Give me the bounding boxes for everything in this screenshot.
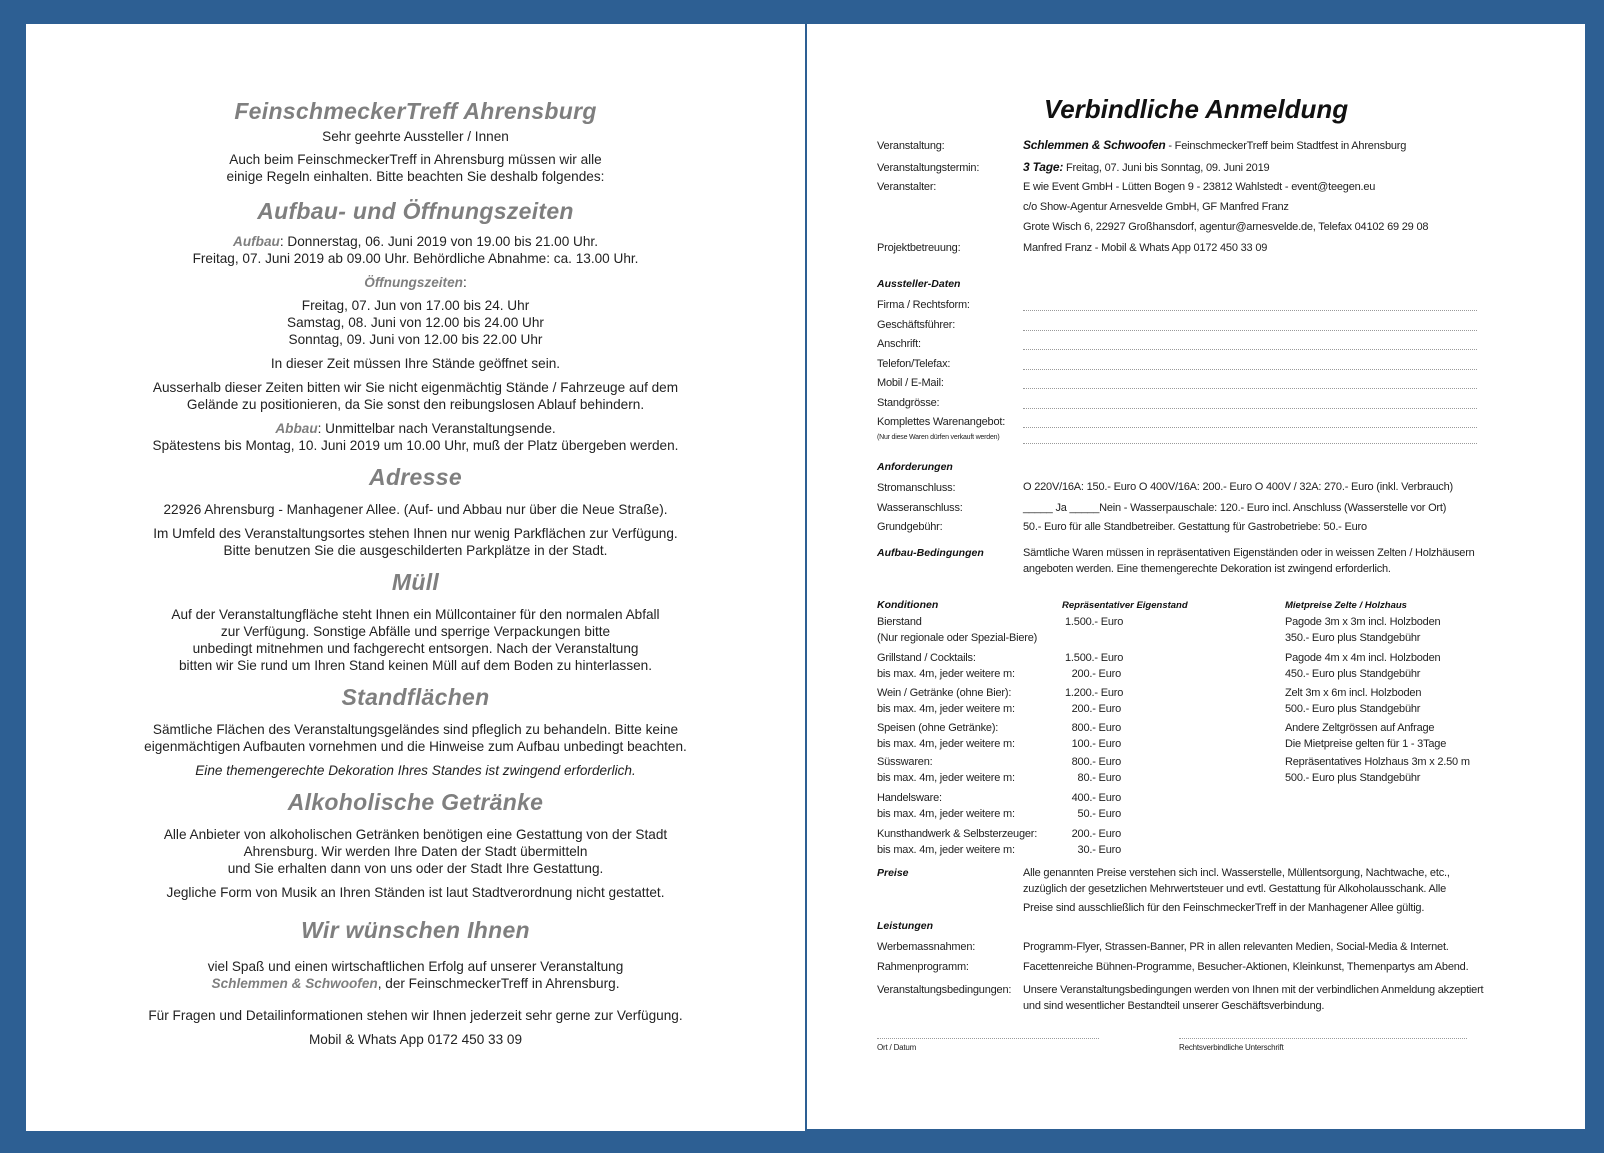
greeting: Sehr geehrte Aussteller / Innen [322, 129, 509, 144]
aufbau-label: Aufbau [233, 234, 280, 249]
unterschrift-label: Rechtsverbindliche Unterschrift [1179, 1043, 1284, 1052]
alk-line-3: und Sie erhalten dann von uns oder der Stadt Ihre Gestattung. [227, 861, 604, 876]
kond-price: 800.- Euro [1071, 756, 1121, 768]
kond-price-sub: 200.- Euro [1071, 668, 1121, 680]
veranstalter-label: Veranstalter: [877, 181, 937, 193]
left-page [26, 24, 805, 1131]
kond-price-sub: 80.- Euro [1077, 772, 1121, 784]
field-firma-line[interactable] [1023, 310, 1477, 311]
alk-line-2: Ahrensburg. Wir werden Ihre Daten der Stadt übermitteln [243, 844, 588, 859]
field-telefon-label: Telefon/Telefax: [877, 358, 951, 370]
adresse-park-1: Im Umfeld des Veranstaltungsortes stehen Ihnen nur wenig Parkflächen zur Verfügung. [153, 526, 678, 541]
oeffnung-line-3: Sonntag, 09. Juni von 12.00 bis 22.00 Uhr [288, 332, 543, 347]
field-geschaeftsfuehrer-line[interactable] [1023, 330, 1477, 331]
field-mobil-label: Mobil / E-Mail: [877, 377, 944, 389]
kond-label-sub: bis max. 4m, jeder weitere m: [877, 738, 1015, 750]
abbau-line-1 [26, 420, 805, 437]
kond-price: 200.- Euro [1071, 828, 1121, 840]
adresse-park-2: Bitte benutzen Sie die ausgeschilderten Parkplätze in der Stadt. [223, 543, 608, 558]
stand-line-1: Sämtliche Flächen des Veranstaltungsgeländes sind pfleglich zu behandeln. Bitte keine [152, 722, 679, 737]
musik-line: Jegliche Form von Musik an Ihren Ständen ist laut Stadtverordnung nicht gestattet. [166, 885, 665, 900]
ort-datum-label: Ort / Datum [877, 1043, 917, 1052]
veranstaltung-rest: - FeinschmeckerTreff beim Stadtfest in Ahrensburg [1165, 140, 1407, 152]
veranstalter-line-3: Grote Wisch 6, 22927 Großhansdorf, agentur@arnesvelde.de, Telefax 04102 69 29 08 [1023, 221, 1429, 233]
bed-line-2: und sind wesentlicher Bestandteil unserer Geschäftsverbindung. [1023, 1000, 1325, 1012]
kond-label-sub: bis max. 4m, jeder weitere m: [877, 844, 1015, 856]
veranstalter-line-1: E wie Event GmbH - Lütten Bogen 9 - 23812 Wahlstedt - event@teegen.eu [1023, 181, 1376, 193]
aufbau-line-1 [26, 233, 805, 250]
oeffnung-line-1: Freitag, 07. Jun von 17.00 bis 24. Uhr [301, 298, 530, 313]
field-anschrift-label: Anschrift: [877, 338, 921, 350]
kond-miete: Pagode 4m x 4m incl. Holzboden [1285, 652, 1441, 664]
oeffnung-label-line [26, 274, 805, 291]
kond-price-sub: 100.- Euro [1071, 738, 1121, 750]
field-standgroesse-label: Standgrösse: [877, 397, 940, 409]
kond-miete: Andere Zeltgrössen auf Anfrage [1285, 722, 1435, 734]
oeffnung-label: Öffnungszeiten [364, 275, 463, 290]
termin-value [1023, 160, 1269, 175]
veranstaltung-value [1023, 138, 1406, 153]
kond-label-sub: bis max. 4m, jeder weitere m: [877, 808, 1015, 820]
konditionen-heading: Konditionen [877, 599, 939, 611]
kond-label-sub: (Nur regionale oder Spezial-Biere) [877, 632, 1038, 644]
grund-value: 50.- Euro für alle Standbetreiber. Gestattung für Gastrobetriebe: 50.- Euro [1023, 521, 1367, 533]
oeffnung-line-2: Samstag, 08. Juni von 12.00 bis 24.00 Uhr [287, 315, 544, 330]
termin-label: Veranstaltungstermin: [877, 162, 980, 174]
field-standgroesse-line[interactable] [1023, 408, 1477, 409]
heading-standflaechen: Standflächen [341, 684, 490, 710]
kond-label: Wein / Getränke (ohne Bier): [877, 687, 1012, 699]
strom-label: Stromanschluss: [877, 482, 956, 494]
konditionen-col3-heading: Mietpreise Zelte / Holzhaus [1285, 600, 1407, 611]
muell-line-3: unbedingt mitnehmen und fachgerecht entsorgen. Nach der Veranstaltung [192, 641, 639, 656]
heading-muell: Müll [391, 569, 440, 595]
left-title: FeinschmeckerTreff Ahrensburg [234, 98, 597, 124]
kond-miete-sub: 350.- Euro plus Standgebühr [1285, 632, 1421, 644]
abbau-text: : Unmittelbar nach Veranstaltungsende. [317, 421, 556, 436]
wunsch-line-2 [26, 975, 805, 992]
bed-label: Veranstaltungsbedingungen: [877, 984, 1012, 996]
kond-label-sub: bis max. 4m, jeder weitere m: [877, 772, 1015, 784]
projekt-label: Projektbetreuung: [877, 242, 961, 254]
aufbau-line-2: Freitag, 07. Juni 2019 ab 09.00 Uhr. Behördliche Abnahme: ca. 13.00 Uhr. [192, 251, 639, 266]
abbau-line-2: Spätestens bis Montag, 10. Juni 2019 um 10.00 Uhr, muß der Platz übergeben werden. [152, 438, 679, 453]
waren-note: (Nur diese Waren dürfen verkauft werden) [877, 434, 1000, 441]
muell-line-2: zur Verfügung. Sonstige Abfälle und sperrige Verpackungen bitte [220, 624, 611, 639]
preise-line-2: zuzüglich der gesetzlichen Mehrwertsteuer und evtl. Gestattung für Alkoholausschank. Alle [1023, 883, 1447, 895]
ausserhalb-line-1: Ausserhalb dieser Zeiten bitten wir Sie nicht eigenmächtig Stände / Fahrzeuge auf dem [152, 380, 679, 395]
ausserhalb-line-2: Gelände zu positionieren, da Sie sonst den reibungslosen Ablauf behindern. [186, 397, 645, 412]
rahmen-label: Rahmenprogramm: [877, 961, 969, 973]
kond-label: Speisen (ohne Getränke): [877, 722, 999, 734]
preise-line-3: Preise sind ausschließlich für den FeinschmeckerTreff in der Manhagener Allee gültig. [1023, 902, 1425, 914]
bed-line-1: Unsere Veranstaltungsbedingungen werden von Ihnen mit der verbindlichen Anmeldung akzeptiert [1023, 984, 1484, 996]
kond-miete-sub: Die Mietpreise gelten für 1 - 3Tage [1285, 738, 1447, 750]
termin-bold: 3 Tage: [1023, 160, 1064, 174]
bedingungen-line-2: angeboten werden. Eine themengerechte Dekoration ist zwingend erforderlich. [1023, 563, 1391, 575]
field-telefon-line[interactable] [1023, 369, 1477, 370]
wunsch-rest: , der FeinschmeckerTreff in Ahrensburg. [377, 976, 620, 991]
field-geschaeftsfuehrer-label: Geschäftsführer: [877, 319, 956, 331]
wasser-label: Wasseranschluss: [877, 502, 963, 514]
intro-line-2: einige Regeln einhalten. Bitte beachten Sie deshalb folgendes: [226, 169, 605, 184]
wunsch-line-1: viel Spaß und einen wirtschaftlichen Erfolg auf unserer Veranstaltung [207, 959, 624, 974]
stand-italic: Eine themengerechte Dekoration Ihres Standes ist zwingend erforderlich. [195, 763, 636, 778]
kond-price-sub: 200.- Euro [1071, 703, 1121, 715]
intro-line-1: Auch beim FeinschmeckerTreff in Ahrensburg müssen wir alle [229, 152, 602, 167]
aussteller-heading: Aussteller-Daten [877, 278, 961, 290]
heading-adresse: Adresse [369, 464, 462, 490]
kond-label-sub: bis max. 4m, jeder weitere m: [877, 668, 1015, 680]
heading-alkohol: Alkoholische Getränke [287, 789, 544, 815]
kond-label: Handelsware: [877, 792, 942, 804]
kond-price-sub: 50.- Euro [1077, 808, 1121, 820]
grund-label: Grundgebühr: [877, 521, 943, 533]
heading-wunsch: Wir wünschen Ihnen [301, 917, 530, 943]
projekt-value: Manfred Franz - Mobil & Whats App 0172 450 33 09 [1023, 242, 1268, 254]
staende-open: In dieser Zeit müssen Ihre Stände geöffnet sein. [270, 356, 561, 371]
fragen-line: Für Fragen und Detailinformationen stehen wir Ihnen jederzeit sehr gerne zur Verfügung. [148, 1008, 683, 1023]
ort-datum-line[interactable] [877, 1038, 1099, 1039]
preise-line-1: Alle genannten Preise verstehen sich incl. Wasserstelle, Müllentsorgung, Nachtwache, etc., [1023, 867, 1450, 879]
termin-rest: Freitag, 07. Juni bis Sonntag, 09. Juni 2019 [1063, 162, 1270, 174]
kond-miete-sub: 500.- Euro plus Standgebühr [1285, 703, 1421, 715]
veranstaltung-name: Schlemmen & Schwoofen [1023, 138, 1166, 152]
heading-aufbau: Aufbau- und Öffnungszeiten [257, 198, 574, 224]
rahmen-value: Facettenreiche Bühnen-Programme, Besucher-Aktionen, Kleinkunst, Themenpartys am Abend. [1023, 961, 1469, 973]
field-warenangebot-label: Komplettes Warenangebot: [877, 416, 1006, 428]
strom-value: O 220V/16A: 150.- Euro O 400V/16A: 200.- Euro O 400V / 32A: 270.- Euro (inkl. Verbrauch) [1023, 481, 1453, 493]
oeffnung-colon: : [462, 275, 467, 290]
veranstalter-line-2: c/o Show-Agentur Arnesvelde GmbH, GF Manfred Franz [1023, 201, 1289, 213]
kond-label: Grillstand / Cocktails: [877, 652, 976, 664]
preise-heading: Preise [877, 867, 909, 879]
kond-price: 1.500.- Euro [1065, 652, 1124, 664]
kond-price: 1.500.- Euro [1065, 616, 1124, 628]
bedingungen-label: Aufbau-Bedingungen [877, 547, 984, 559]
mobil-line: Mobil & Whats App 0172 450 33 09 [308, 1032, 523, 1047]
field-mobil-line[interactable] [1023, 388, 1477, 389]
right-title: Verbindliche Anmeldung [1043, 94, 1349, 124]
wasser-value: _____ Ja _____Nein - Wasserpauschale: 120.- Euro incl. Anschluss (Wasserstelle vor Ort) [1023, 502, 1447, 514]
kond-price-sub: 30.- Euro [1077, 844, 1121, 856]
muell-line-4: bitten wir Sie rund um Ihren Stand keinen Müll auf dem Boden zu hinterlassen. [178, 658, 653, 673]
kond-label-sub: bis max. 4m, jeder weitere m: [877, 703, 1015, 715]
kond-label: Bierstand [877, 616, 922, 628]
werbe-value: Programm-Flyer, Strassen-Banner, PR in allen relevanten Medien, Social-Media & Internet. [1023, 941, 1449, 953]
kond-miete: Pagode 3m x 3m incl. Holzboden [1285, 616, 1441, 628]
kond-miete: Zelt 3m x 6m incl. Holzboden [1285, 687, 1422, 699]
veranstaltung-label: Veranstaltung: [877, 140, 945, 152]
alk-line-1: Alle Anbieter von alkoholischen Getränken benötigen eine Gestattung von der Stadt [163, 827, 668, 842]
kond-miete-sub: 500.- Euro plus Standgebühr [1285, 772, 1421, 784]
stand-line-2: eigenmächtigen Aufbauten vornehmen und die Hinweise zum Aufbau unbedingt beachten. [144, 739, 687, 754]
leistungen-heading: Leistungen [877, 920, 934, 932]
muell-line-1: Auf der Veranstaltungfläche steht Ihnen ein Müllcontainer für den normalen Abfall [171, 607, 660, 622]
werbe-label: Werbemassnahmen: [877, 941, 976, 953]
kond-miete: Repräsentatives Holzhaus 3m x 2.50 m [1285, 756, 1470, 768]
bedingungen-line-1: Sämtliche Waren müssen in repräsentativen Eigenständen oder in weissen Zelten / Holzhäusern [1023, 547, 1475, 559]
field-firma-label: Firma / Rechtsform: [877, 299, 970, 311]
anforderungen-heading: Anforderungen [877, 461, 953, 473]
wunsch-event-name: Schlemmen & Schwoofen [211, 976, 378, 991]
aufbau-text: : Donnerstag, 06. Juni 2019 von 19.00 bis 21.00 Uhr. [279, 234, 598, 249]
kond-miete-sub: 450.- Euro plus Standgebühr [1285, 668, 1421, 680]
field-anschrift-line[interactable] [1023, 349, 1477, 350]
adresse-line: 22926 Ahrensburg - Manhagener Allee. (Auf- und Abbau nur über die Neue Straße). [163, 502, 668, 517]
field-warenangebot-line-2[interactable] [1023, 443, 1477, 444]
kond-price: 800.- Euro [1071, 722, 1121, 734]
field-warenangebot-line[interactable] [1023, 427, 1477, 428]
abbau-label: Abbau [275, 421, 318, 436]
konditionen-col2-heading: Repräsentativer Eigenstand [1062, 600, 1188, 611]
right-page [807, 24, 1585, 1129]
kond-label: Süsswaren: [877, 756, 933, 768]
unterschrift-line[interactable] [1179, 1038, 1467, 1039]
kond-price: 400.- Euro [1071, 792, 1121, 804]
kond-label: Kunsthandwerk & Selbsterzeuger: [877, 828, 1038, 840]
kond-price: 1.200.- Euro [1065, 687, 1124, 699]
